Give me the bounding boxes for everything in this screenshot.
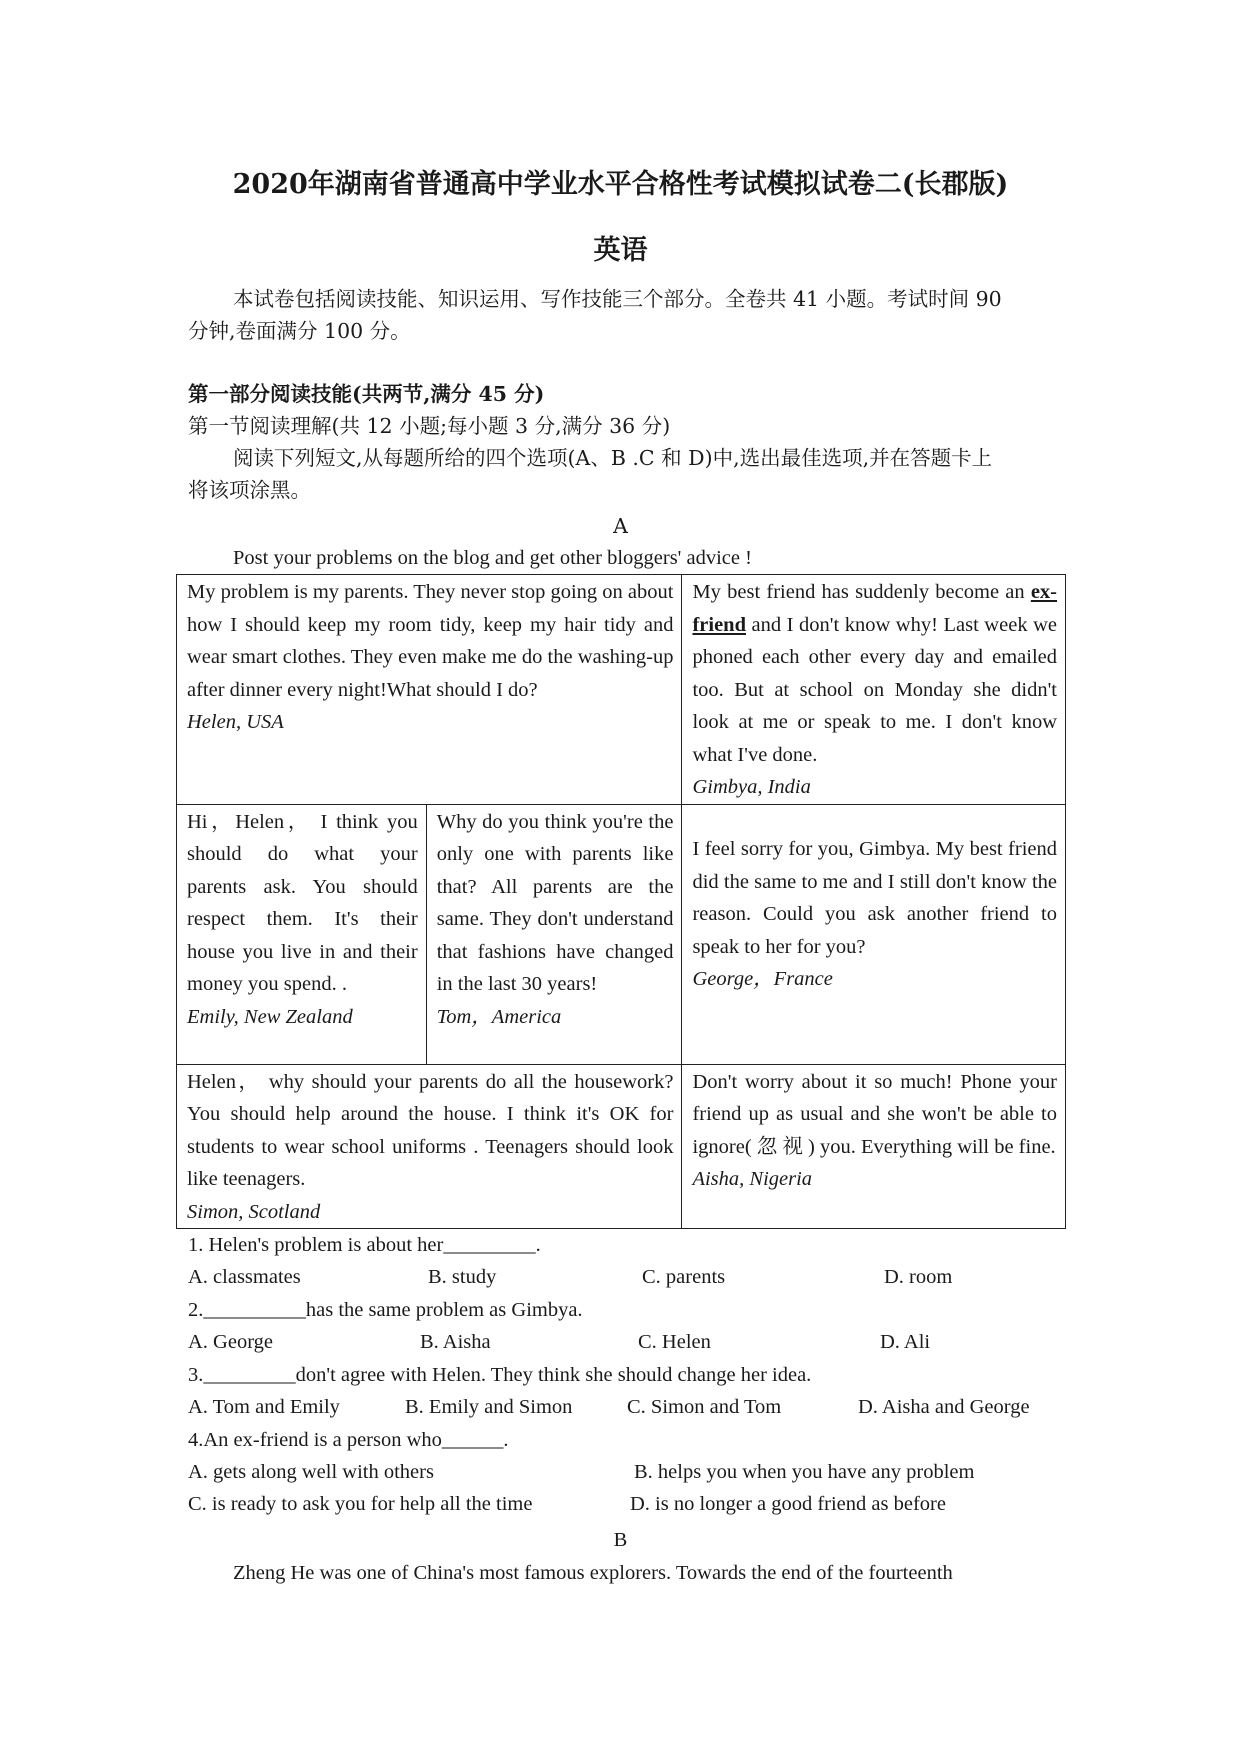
- post-author: Emily, New Zealand: [187, 1005, 353, 1028]
- post-text: My problem is my parents. They never stop going on about how I should keep my room tidy, keep my hair tidy and wear smart clothes. They even make me do the washing-up after dinner every night!What should I do?: [187, 581, 674, 701]
- reply-george: [682, 804, 1066, 1064]
- post-text: I feel sorry for you, Gimbya. My best friend did the same to me and I still don't know the reason. Could you ask another friend to speak to her for you?: [692, 838, 1057, 958]
- q3-option-b: B. Emily and Simon: [405, 1396, 573, 1418]
- question-3-stem: 3._________don't agree with Helen. They think she should change her idea.: [188, 1364, 812, 1386]
- passage-a-lead: Post your problems on the blog and get other bloggers' advice !: [233, 547, 752, 569]
- reply-aisha: [682, 1064, 1066, 1229]
- q2-option-a: A. George: [188, 1331, 274, 1353]
- section1-heading: 第一节阅读理解(共 12 小题;每小题 3 分,满分 36 分): [188, 414, 671, 438]
- q2-option-d: D. Ali: [880, 1331, 931, 1353]
- instructions-line-1: 阅读下列短文,从每题所给的四个选项(A、B .C 和 D)中,选出最佳选项,并在答题卡上: [233, 446, 993, 470]
- intro-line-2: 分钟,卷面满分 100 分。: [188, 319, 411, 343]
- post-author: Simon, Scotland: [187, 1200, 321, 1223]
- post-text: Hi，Helen， I think you should do what your parents ask. You should respect them. It's their house you live in and their money you spend. .: [187, 810, 418, 995]
- post-author: Helen, USA: [187, 711, 284, 733]
- reply-tom: [426, 804, 682, 1064]
- post-author: Aisha, Nigeria: [692, 1168, 813, 1190]
- post-text-part: My best friend has suddenly become an: [692, 581, 1025, 603]
- exam-title: 2020年湖南省普通高中学业水平合格性考试模拟试卷二(长郡版): [232, 169, 1009, 200]
- reply-emily: [177, 804, 427, 1064]
- q4-option-b: B. helps you when you have any problem: [634, 1461, 975, 1483]
- passage-b-label: B: [613, 1529, 628, 1551]
- ex-friend-term: ex-friend: [692, 581, 1058, 636]
- q1-option-b: B. study: [428, 1266, 497, 1288]
- blog-posts-table: [176, 574, 1066, 1229]
- post-author: Gimbya, India: [692, 776, 811, 798]
- instructions-line-2: 将该项涂黑。: [188, 478, 311, 502]
- q1-option-d: D. room: [884, 1266, 953, 1288]
- post-author: Tom，America: [436, 1005, 562, 1028]
- post-helen: [177, 575, 682, 805]
- question-1-stem: 1. Helen's problem is about her_________.: [188, 1234, 541, 1256]
- post-text: Helen， why should your parents do all the housework?You should help around the house. I think it's OK for students to wear school uniforms . Teenagers should look like teenagers.: [187, 1070, 674, 1190]
- subject-heading: 英语: [593, 235, 648, 266]
- post-gimbya: [682, 575, 1066, 805]
- passage-b-line-1: Zheng He was one of China's most famous explorers. Towards the end of the fourteenth: [233, 1562, 953, 1584]
- post-text: Why do you think you're the only one with parents like that? All parents are the same. They don't understand that fashions have changed in the last 30 years!: [436, 810, 674, 995]
- q4-option-c: C. is ready to ask you for help all the time: [188, 1493, 533, 1515]
- q2-option-b: B. Aisha: [420, 1331, 491, 1353]
- q2-option-c: C. Helen: [638, 1331, 711, 1353]
- passage-a-label: A: [613, 514, 628, 538]
- question-4-stem: 4.An ex-friend is a person who______.: [188, 1429, 509, 1451]
- q1-option-c: C. parents: [642, 1266, 726, 1288]
- part1-heading: 第一部分阅读技能(共两节,满分 45 分): [188, 382, 545, 406]
- reply-simon: [177, 1064, 682, 1229]
- post-text: [692, 576, 1057, 771]
- post-text-part: and I don't know why! Last week we phoned each other every day and emailed too. But at school on Monday she didn't look at me or speak to me. I don't know what I've done.: [692, 613, 1058, 766]
- intro-line-1: 本试卷包括阅读技能、知识运用、写作技能三个部分。全卷共 41 小题。考试时间 90: [233, 287, 1002, 311]
- post-author: George，France: [692, 968, 833, 991]
- q4-option-d: D. is no longer a good friend as before: [630, 1493, 946, 1515]
- post-text: Don't worry about it so much! Phone your friend up as usual and she won't be able to ignore( 忽 视 ) you. Everything will be fine.: [692, 1070, 1057, 1158]
- q4-option-a: A. gets along well with others: [188, 1461, 434, 1483]
- q3-option-d: D. Aisha and George: [858, 1396, 1030, 1418]
- q1-option-a: A. classmates: [188, 1266, 301, 1288]
- q3-option-c: C. Simon and Tom: [627, 1396, 782, 1418]
- question-2-stem: 2.__________has the same problem as Gimbya.: [188, 1299, 583, 1321]
- q3-option-a: A. Tom and Emily: [188, 1396, 340, 1418]
